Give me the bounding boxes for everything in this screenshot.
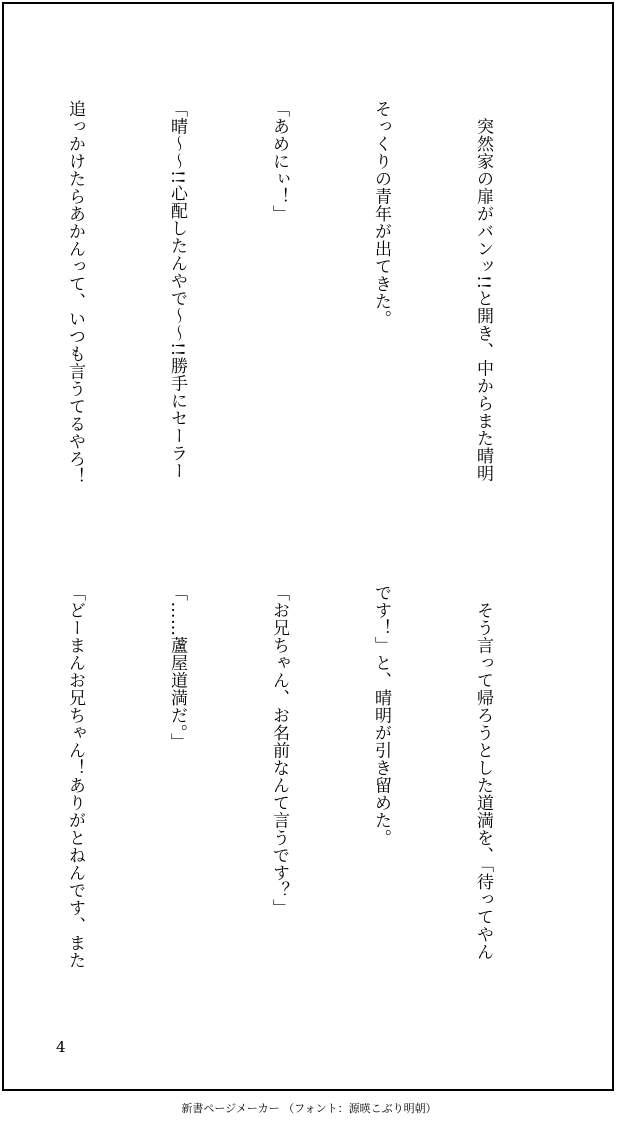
page-number: 4 <box>56 1038 66 1056</box>
text-block-top <box>2 100 568 555</box>
text-line: です！」と、晴明が引き留めた。 <box>371 584 391 847</box>
text-line: そっくりの青年が出てきた。 <box>371 100 391 328</box>
text-line: 「晴～～!!心配したんやで～～!!勝手にセーラー <box>167 100 187 480</box>
book-page <box>2 2 614 1091</box>
text-line: 「……蘆屋道満だ。」 <box>167 584 187 751</box>
generator-caption: 新書ページメーカー （フォント：源暎こぶり明朝） <box>181 1102 437 1115</box>
text-line: 「お兄ちゃん、お名前なんて言うです？」 <box>269 584 289 917</box>
text-block-bottom <box>2 584 568 1024</box>
text-line: 「あめにぃ！」 <box>269 100 289 223</box>
text-line: 突然家の扉がバンッ!!と開き、中からまた晴明 <box>473 100 493 483</box>
text-line: そう言って帰ろうとした道満を、「待ってやん <box>473 584 493 961</box>
text-line: 「どーまんお兄ちゃん！ありがとねんです、また <box>65 584 85 969</box>
text-line: 追っかけたらあかんって、いつも言うてるやろ！ <box>65 100 85 485</box>
